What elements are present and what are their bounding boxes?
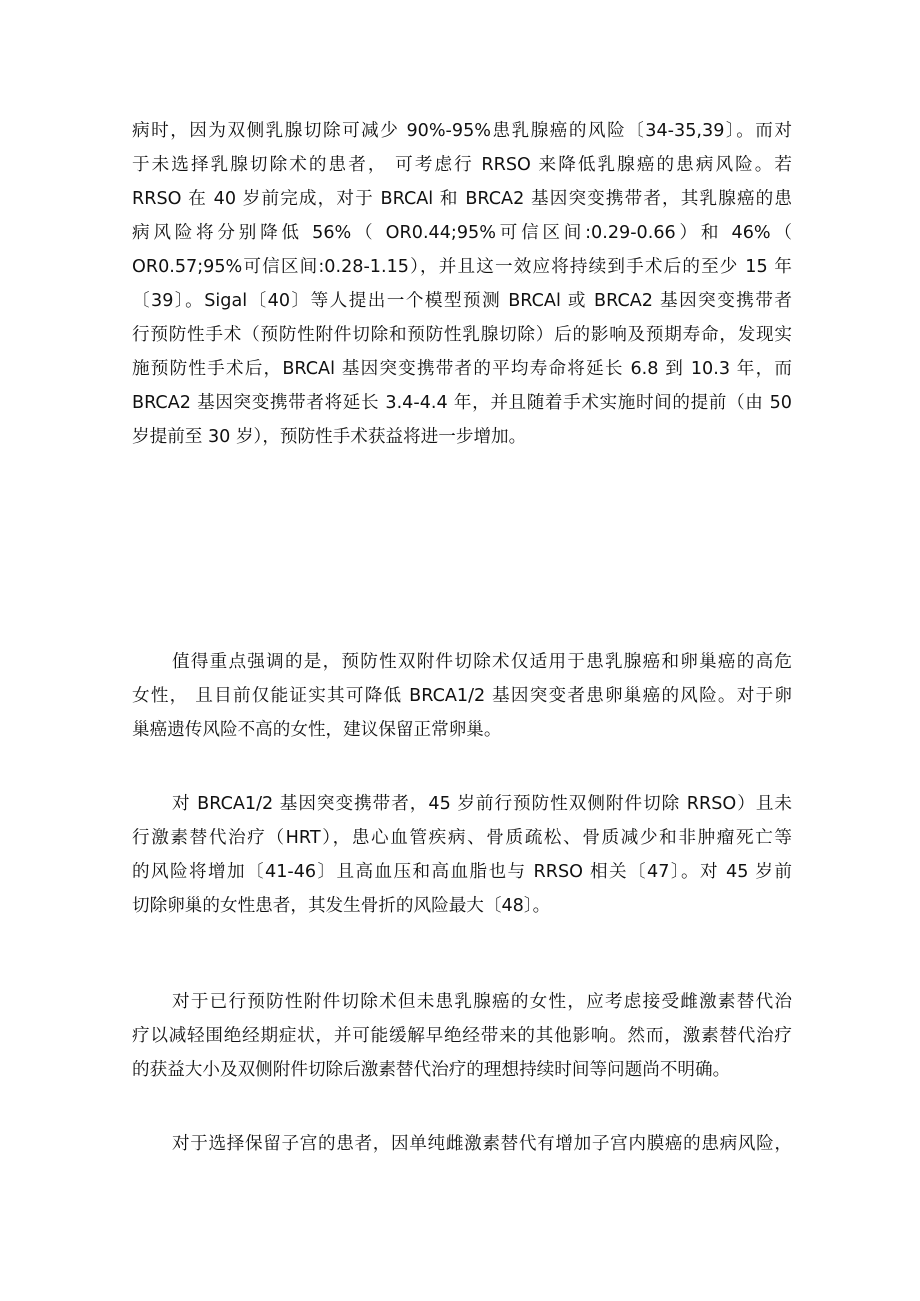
paragraph-line: BRCA2 基因突变携带者将延长 3.4-4.4 年，并且随着手术实施时间的提前（由 50 <box>132 393 792 413</box>
paragraph-line: 病时，因为双侧乳腺切除可减少 90%-95%患乳腺癌的风险〔34-35,39〕。而对 <box>132 121 792 141</box>
paragraph-line: 疗以减轻围绝经期症状，并可能缓解早绝经带来的其他影响。然而，激素替代治疗 <box>132 1026 792 1046</box>
paragraph-5 <box>132 1127 792 1161</box>
paragraph-line: 对于选择保留子宫的患者，因单纯雌激素替代有增加子宫内膜癌的患病风险， <box>172 1134 792 1154</box>
paragraph-1 <box>132 114 792 454</box>
paragraph-line: 切除卵巢的女性患者，其发生骨折的风险最大〔48〕。 <box>132 896 551 916</box>
paragraph-line: 施预防性手术后，BRCAl 基因突变携带者的平均寿命将延长 6.8 到 10.3 年，而 <box>132 359 792 379</box>
paragraph-line: 对 BRCA1/2 基因突变携带者，45 岁前行预防性双侧附件切除 RRSO）且未 <box>172 794 792 814</box>
paragraph-line: 病风险将分别降低 56%（ OR0.44;95%可信区间:0.29-0.66）和 46%（ <box>132 223 792 243</box>
paragraph-line: 的风险将增加〔41-46〕且高血压和高血脂也与 RRSO 相关〔47〕。对 45 岁前 <box>132 862 792 882</box>
paragraph-line: 的获益大小及双侧附件切除后激素替代治疗的理想持续时间等问题尚不明确。 <box>132 1060 731 1080</box>
paragraph-line: 于未选择乳腺切除术的患者， 可考虑行 RRSO 来降低乳腺癌的患病风险。若 <box>132 155 792 175</box>
paragraph-line: 岁提前至 30 岁），预防性手术获益将进一步增加。 <box>132 427 527 447</box>
paragraph-4 <box>132 985 792 1087</box>
paragraph-3 <box>132 787 792 923</box>
paragraph-line: 对于已行预防性附件切除术但未患乳腺癌的女性，应考虑接受雌激素替代治 <box>172 992 792 1012</box>
paragraph-line: 女性， 且目前仅能证实其可降低 BRCA1/2 基因突变者患卵巢癌的风险。对于卵 <box>132 686 792 706</box>
paragraph-line: 行预防性手术（预防性附件切除和预防性乳腺切除）后的影响及预期寿命，发现实 <box>132 325 792 345</box>
paragraph-line: 巢癌遗传风险不高的女性，建议保留正常卵巢。 <box>132 720 502 740</box>
paragraph-line: 行激素替代治疗（HRT），患心血管疾病、骨质疏松、骨质减少和非肿瘤死亡等 <box>132 828 792 848</box>
paragraph-line: OR0.57;95%可信区间:0.28-1.15），并且这一效应将持续到手术后的至少 15 年 <box>132 257 792 277</box>
paragraph-2 <box>132 645 792 747</box>
paragraph-line: RRSO 在 40 岁前完成，对于 BRCAl 和 BRCA2 基因突变携带者，其乳腺癌的患 <box>132 189 792 209</box>
paragraph-line: 值得重点强调的是，预防性双附件切除术仅适用于患乳腺癌和卵巢癌的高危 <box>172 652 792 672</box>
paragraph-line: 〔39〕。Sigal〔40〕等人提出一个模型预测 BRCAl 或 BRCA2 基因突变携带者 <box>132 291 792 311</box>
